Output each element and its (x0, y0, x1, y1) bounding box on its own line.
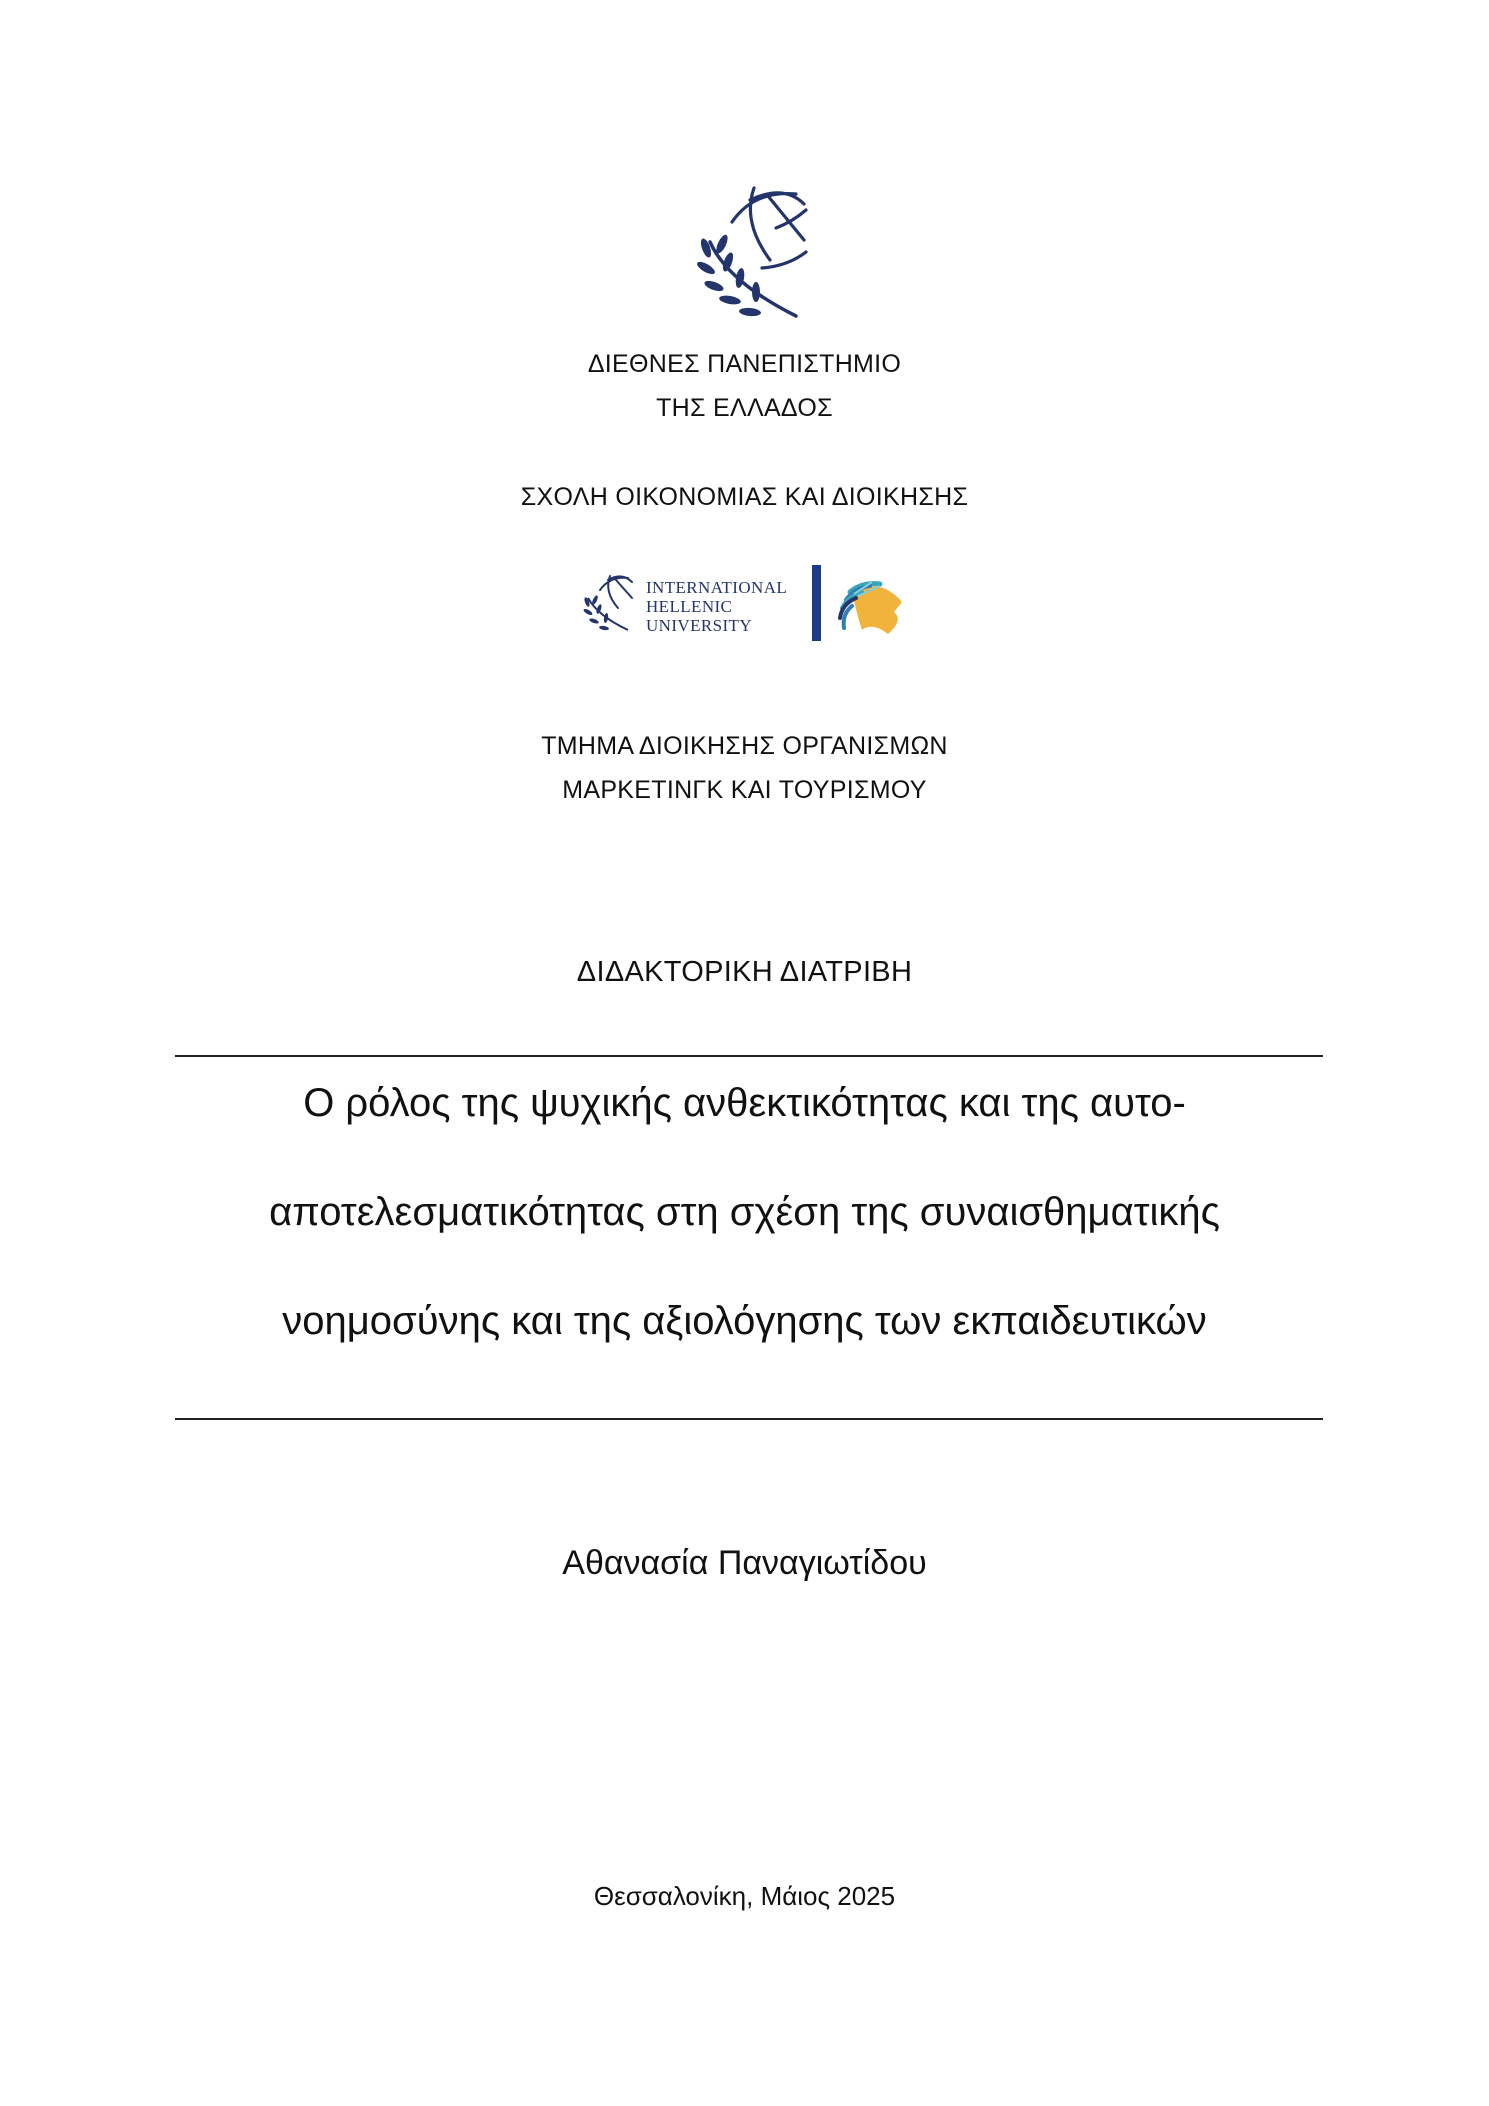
department-winged-helmet-icon (832, 572, 910, 638)
document-type: ΔΙΔΑΚΤΟΡΙΚΗ ΔΙΑΤΡΙΒΗ (576, 956, 913, 988)
university-name-line-2: ΤΗΣ ΕΛΛΑΔΟΣ (656, 394, 833, 422)
university-name-line-1: ΔΙΕΘΝΕΣ ΠΑΝΕΠΙΣΤΗΜΙΟ (587, 350, 902, 378)
university-logo-mark-icon (582, 572, 634, 632)
department-line-2: ΜΑΡΚΕΤΙΝΓΚ ΚΑΙ ΤΟΥΡΙΣΜΟΥ (562, 776, 927, 804)
place-and-date: Θεσσαλονίκη, Μάιος 2025 (593, 1881, 896, 1911)
thesis-title-line-1: Ο ρόλος της ψυχικής ανθεκτικότητας και της αυτο- (303, 1081, 1186, 1125)
university-emblem-icon (692, 182, 810, 318)
logo-text-line-3: UNIVERSITY (646, 616, 752, 635)
school-name: ΣΧΟΛΗ ΟΙΚΟΝΟΜΙΑΣ ΚΑΙ ΔΙΟΙΚΗΣΗΣ (520, 483, 969, 511)
logo-divider-bar (812, 565, 821, 641)
author-name: Αθανασία Παναγιωτίδου (562, 1544, 927, 1582)
title-bottom-rule (175, 1418, 1323, 1420)
department-line-1: ΤΜΗΜΑ ΔΙΟΙΚΗΣΗΣ ΟΡΓΑΝΙΣΜΩΝ (541, 732, 948, 760)
thesis-title-line-3: νοημοσύνης και της αξιολόγησης των εκπαιδευτικών (282, 1299, 1207, 1343)
logo-text-line-2: HELLENIC (646, 597, 733, 616)
logo-text-line-1: INTERNATIONAL (646, 578, 788, 597)
university-logo-text (646, 578, 806, 635)
university-department-logo (582, 562, 912, 644)
thesis-title-line-2: αποτελεσματικότητας στη σχέση της συναισθηματικής (269, 1190, 1220, 1234)
title-top-rule (175, 1055, 1323, 1057)
